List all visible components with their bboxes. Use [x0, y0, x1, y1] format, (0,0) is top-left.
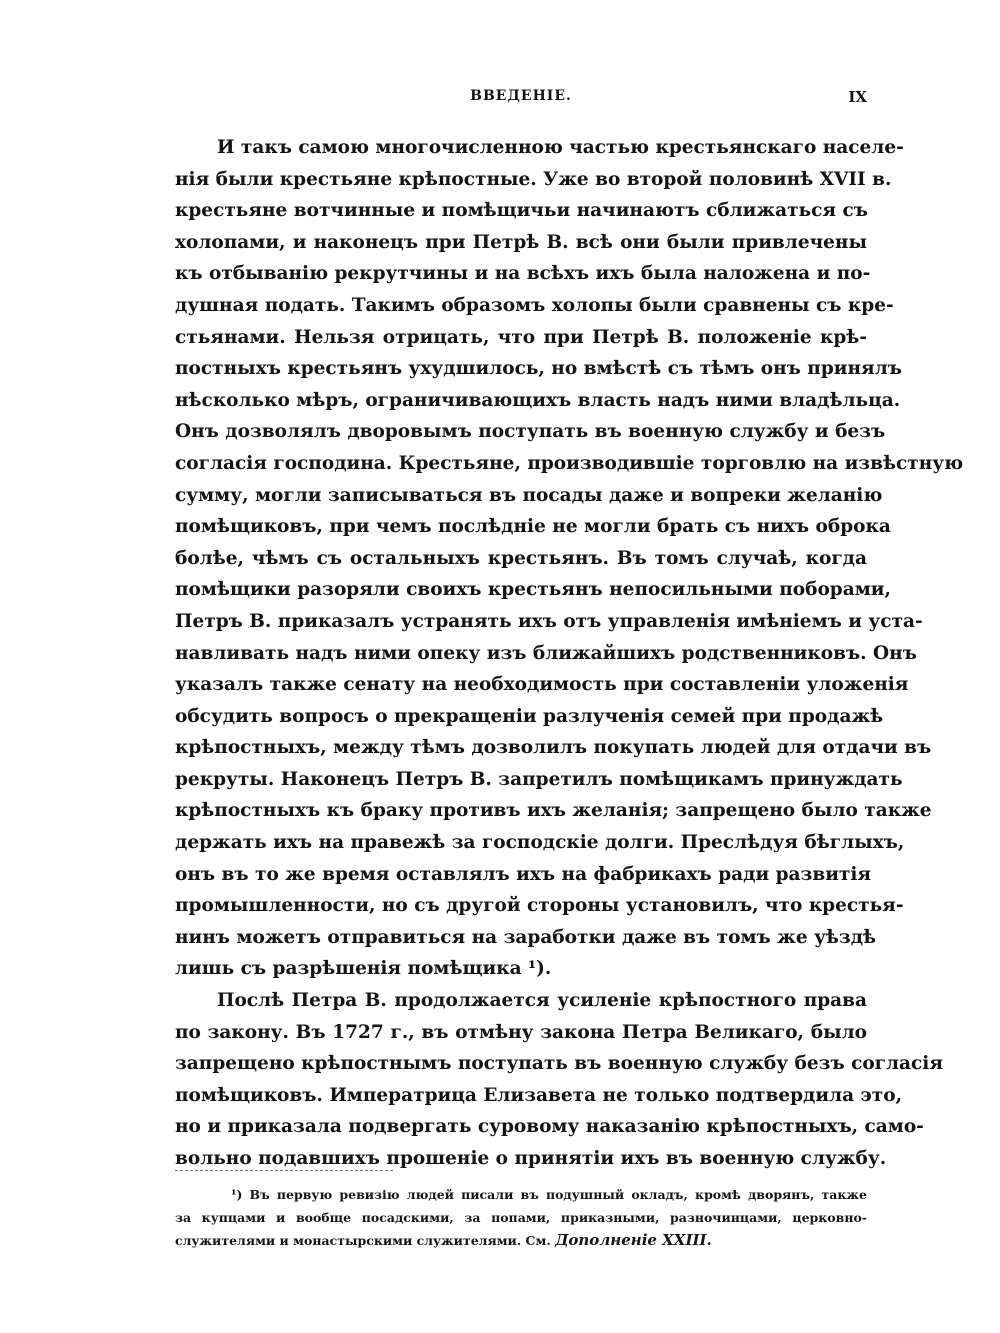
- text-line: крѣпостныхъ, между тѣмъ дозволилъ покупать людей для отдачи въ: [175, 737, 932, 759]
- footnote: [175, 1183, 867, 1252]
- footnote-line-text: служителями и монастырскими служителями. См.: [175, 1233, 551, 1248]
- running-header: [175, 88, 867, 112]
- text-line: душная подать. Такимъ образомъ холопы были сравнены съ кре-: [175, 294, 894, 316]
- text-line: И такъ самою многочисленною частью крестьянскаго населе-: [217, 137, 904, 158]
- body-text: [175, 132, 964, 1175]
- text-line: Петръ В. приказалъ устранять ихъ отъ управленія имѣніемъ и уста-: [175, 610, 923, 632]
- text-line: навливать надъ ними опеку изъ ближайшихъ родственниковъ. Онъ: [175, 642, 917, 664]
- text-line: крестьяне вотчинные и помѣщичьи начинаютъ сближаться съ: [175, 200, 868, 222]
- text-line: холопами, и наконецъ при Петрѣ В. всѣ они были привлечены: [175, 231, 867, 253]
- text-line: крѣпостныхъ къ браку противъ ихъ желанія; запрещено было также: [175, 800, 932, 822]
- text-line: помѣщиковъ, при чемъ послѣдніе не могли брать съ нихъ оброка: [175, 516, 891, 538]
- text-line: къ отбыванію рекрутчины и на всѣхъ ихъ была наложена и по-: [175, 263, 871, 285]
- text-line: болѣе, чѣмъ съ остальныхъ крестьянъ. Въ томъ случаѣ, когда: [175, 547, 867, 569]
- text-line: лишь съ разрѣшенія помѣщика ¹).: [175, 958, 552, 980]
- text-line: постныхъ крестьянъ ухудшилось, но вмѣстѣ съ тѣмъ онъ принялъ: [175, 358, 902, 380]
- text-line: обсудить вопросъ о прекращеніи разлученія семей при продажѣ: [175, 705, 884, 727]
- text-line: сумму, могли записываться въ посады даже и вопреки желанію: [175, 484, 883, 506]
- text-line: по закону. Въ 1727 г., въ отмѣну закона Петра Великаго, было: [175, 1021, 867, 1043]
- footnote-line: ¹) Въ первую ревизію людей писали въ подушный окладъ, кромѣ дворянъ, также: [231, 1187, 867, 1202]
- text-line: Послѣ Петра В. продолжается усиленіе крѣпостного права: [217, 990, 867, 1012]
- footnote-line: за купцами и вообще посадскими, за попами, приказными, разночинцами, церковно-: [175, 1210, 867, 1225]
- text-line: стьянами. Нельзя отрицать, что при Петрѣ В. положеніе крѣ-: [175, 326, 867, 348]
- text-line: вольно подавшихъ прошеніе о принятіи ихъ въ военную службу.: [175, 1148, 887, 1169]
- text-line: держать ихъ на правежѣ за господскіе долги. Преслѣдуя бѣглыхъ,: [175, 832, 905, 854]
- text-line: согласія господина. Крестьяне, производившіе торговлю на извѣстную: [175, 452, 964, 474]
- text-line: нинъ можетъ отправиться на заработки даже въ томъ же уѣздѣ: [175, 926, 877, 948]
- text-line: нѣсколько мѣръ, ограничивающихъ власть надъ ними владѣльца.: [175, 389, 901, 411]
- page-number: IX: [848, 88, 867, 106]
- text-line: промышленности, но съ другой стороны установилъ, что крестья-: [175, 895, 904, 917]
- text-line: помѣщиковъ. Императрица Елизавета не только подтвердила это,: [175, 1084, 903, 1106]
- text-line: указалъ также сенату на необходимость при составленіи уложенія: [175, 674, 909, 696]
- text-line: онъ въ то же время оставлялъ ихъ на фабрикахъ ради развитія: [175, 863, 872, 885]
- text-line: но и приказала подвергать суровому наказанію крѣпостныхъ, само-: [175, 1116, 924, 1138]
- text-line: помѣщики разоряли своихъ крестьянъ непосильными поборами,: [175, 579, 891, 601]
- text-line: запрещено крѣпостнымъ поступать въ военную службу безъ согласія: [175, 1053, 944, 1075]
- footnote-line: [175, 1229, 867, 1252]
- text-line: нія были крестьяне крѣпостные. Уже во второй половинѣ XVII в.: [175, 168, 892, 190]
- running-title: ВВЕДЕНІЕ.: [470, 88, 572, 104]
- text-line: Онъ дозволялъ дворовымъ поступать въ военную службу и безъ: [175, 421, 886, 443]
- footnote-divider: [175, 1170, 393, 1171]
- footnote-reference: Дополненіе XXIII.: [555, 1231, 712, 1249]
- text-line: рекруты. Наконецъ Петръ В. запретилъ помѣщикамъ принуждать: [175, 768, 903, 790]
